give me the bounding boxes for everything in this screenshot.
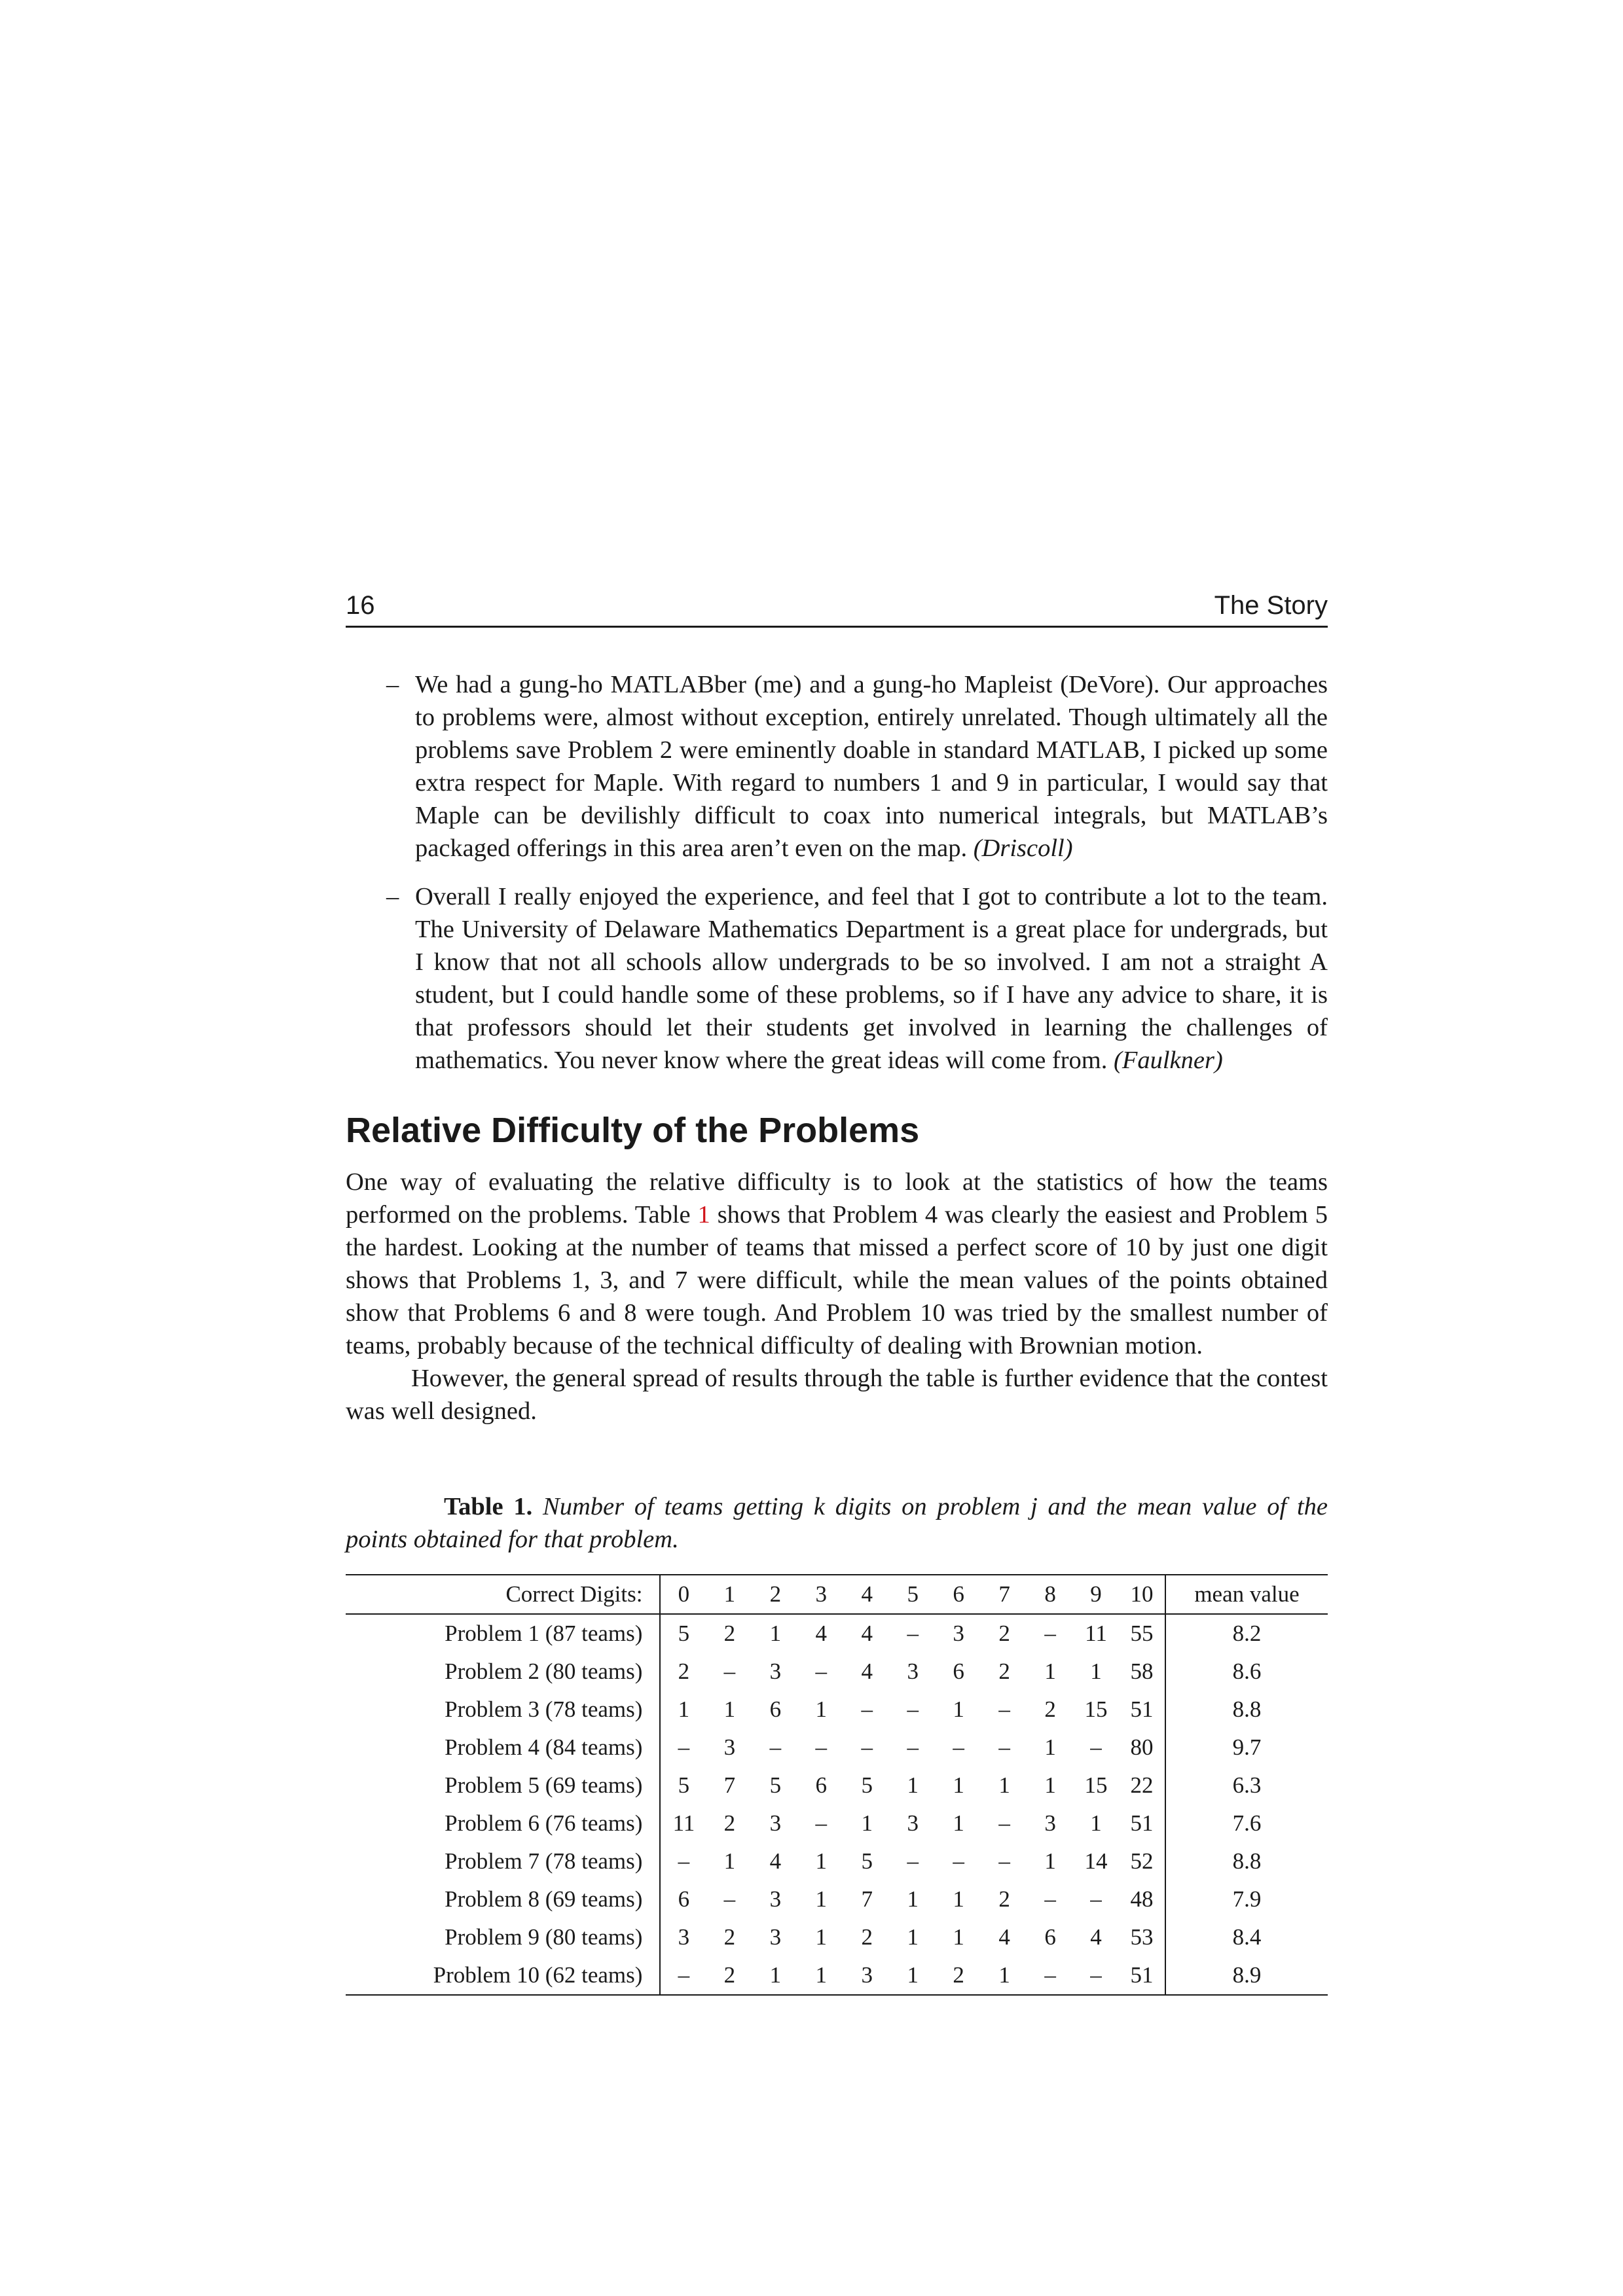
results-table xyxy=(346,1574,1328,1996)
count-cell: – xyxy=(907,1696,919,1722)
count-cell: 6 xyxy=(678,1886,690,1912)
count-cell: 6 xyxy=(1044,1924,1056,1950)
section-heading: Relative Difficulty of the Problems xyxy=(346,1111,920,1150)
mean-value-cell: 7.6 xyxy=(1165,1804,1328,1842)
digit-column-header: 2 xyxy=(769,1581,782,1607)
count-cell: 1 xyxy=(815,1696,828,1722)
count-cell: 14 xyxy=(1084,1848,1108,1874)
count-cell: – xyxy=(678,1734,690,1760)
count-cell: 53 xyxy=(1130,1924,1154,1950)
count-cell: – xyxy=(998,1696,1010,1722)
digit-column-header: 7 xyxy=(998,1581,1010,1607)
mean-value-cell: 8.9 xyxy=(1165,1956,1328,1995)
running-title: The Story xyxy=(1214,591,1328,620)
count-cell: 11 xyxy=(1085,1621,1107,1646)
count-cell: 3 xyxy=(907,1810,919,1836)
count-cell: 2 xyxy=(953,1962,964,1988)
problem-label: Problem 3 (78 teams) xyxy=(346,1691,660,1729)
count-cell: 1 xyxy=(815,1962,828,1988)
count-cell: 3 xyxy=(1044,1810,1056,1836)
count-cell: 5 xyxy=(678,1621,690,1646)
count-cell: 1 xyxy=(907,1886,919,1912)
count-cell: 3 xyxy=(907,1659,919,1684)
problem-label: Problem 8 (69 teams) xyxy=(346,1880,660,1918)
body-paragraph xyxy=(346,1166,1328,1362)
count-cell: 1 xyxy=(769,1621,782,1646)
count-cell: 2 xyxy=(723,1621,736,1646)
count-cell: – xyxy=(998,1848,1010,1874)
mean-value-cell: 7.9 xyxy=(1165,1880,1328,1918)
count-cell: 1 xyxy=(1090,1659,1102,1684)
quote-item xyxy=(346,668,1328,865)
quote-item xyxy=(346,880,1328,1077)
count-cell: 51 xyxy=(1130,1696,1154,1722)
problem-label: Problem 7 (78 teams) xyxy=(346,1842,660,1880)
count-cell: – xyxy=(1090,1962,1102,1988)
table-row xyxy=(346,1767,1328,1804)
count-cell: – xyxy=(953,1848,964,1874)
count-cell: – xyxy=(1090,1734,1102,1760)
count-cell: – xyxy=(815,1810,828,1836)
mean-value-cell: 8.8 xyxy=(1165,1691,1328,1729)
digit-column-header: 1 xyxy=(723,1581,736,1607)
count-cell: 6 xyxy=(815,1772,828,1798)
caption-label: Table 1. xyxy=(444,1493,533,1520)
mean-value-cell: 8.4 xyxy=(1165,1918,1328,1956)
mean-value-cell: 8.2 xyxy=(1165,1614,1328,1653)
count-cell: 1 xyxy=(1044,1848,1056,1874)
count-cell: 1 xyxy=(998,1772,1010,1798)
count-cell: 3 xyxy=(678,1924,690,1950)
page xyxy=(346,589,1328,1996)
count-cell: – xyxy=(815,1734,828,1760)
count-cell: – xyxy=(953,1734,964,1760)
table-row xyxy=(346,1729,1328,1767)
count-cell: – xyxy=(998,1810,1010,1836)
problem-label: Problem 6 (76 teams) xyxy=(346,1804,660,1842)
count-cell: – xyxy=(678,1962,690,1988)
running-header xyxy=(346,589,1328,628)
count-cell: 2 xyxy=(723,1962,736,1988)
table-row xyxy=(346,1842,1328,1880)
count-cell: 1 xyxy=(1044,1659,1056,1684)
dash-bullet: – xyxy=(386,671,399,698)
count-cell: 3 xyxy=(953,1621,964,1646)
count-cell: 2 xyxy=(998,1659,1010,1684)
count-cell: 22 xyxy=(1130,1772,1154,1798)
count-cell: – xyxy=(907,1848,919,1874)
count-cell: 4 xyxy=(861,1621,873,1646)
problem-label: Problem 4 (84 teams) xyxy=(346,1729,660,1767)
count-cell: 1 xyxy=(907,1962,919,1988)
table-header-row xyxy=(346,1575,1328,1614)
quote-text: Overall I really enjoyed the experience, and feel that I got to contribute a lot to the team. The University of Delaware Mathematics Department is a great place for undergrads, but I know that not all schools allow undergrads to be so involved. I am not a straight A student, but I could handle some of these problems, so if I have any advice to share, it is that professors should let their students get involved in learning the challenges of mathematics. You never know where the great ideas will come from. xyxy=(415,883,1328,1074)
count-cell: – xyxy=(861,1696,873,1722)
count-cell: 3 xyxy=(769,1886,782,1912)
mean-value-cell: 9.7 xyxy=(1165,1729,1328,1767)
count-cell: 1 xyxy=(861,1810,873,1836)
count-cell: 55 xyxy=(1130,1621,1154,1646)
count-cell: 5 xyxy=(769,1772,782,1798)
count-cell: – xyxy=(723,1886,736,1912)
count-cell: 1 xyxy=(1044,1772,1056,1798)
dash-bullet: – xyxy=(386,883,399,910)
count-cell: 1 xyxy=(723,1696,736,1722)
header-label: Correct Digits: xyxy=(346,1575,660,1614)
count-cell: – xyxy=(1044,1962,1056,1988)
count-cell: 15 xyxy=(1084,1772,1108,1798)
table-reference-link[interactable]: 1 xyxy=(697,1201,710,1229)
count-cell: 58 xyxy=(1130,1659,1154,1684)
table-row xyxy=(346,1653,1328,1691)
count-cell: 1 xyxy=(953,1772,964,1798)
mean-value-cell: 8.8 xyxy=(1165,1842,1328,1880)
count-cell: 2 xyxy=(723,1924,736,1950)
table-row xyxy=(346,1804,1328,1842)
count-cell: – xyxy=(815,1659,828,1684)
count-cell: 51 xyxy=(1130,1962,1154,1988)
caption-text: Number of teams getting k digits on problem j and the mean value of the points obtained for that problem. xyxy=(346,1493,1328,1553)
count-cell: 3 xyxy=(769,1924,782,1950)
count-cell: 2 xyxy=(998,1886,1010,1912)
count-cell: 1 xyxy=(723,1848,736,1874)
count-cell: 7 xyxy=(861,1886,873,1912)
count-cell: 1 xyxy=(953,1810,964,1836)
count-cell: – xyxy=(1090,1886,1102,1912)
count-cell: 3 xyxy=(769,1659,782,1684)
count-cell: 1 xyxy=(1044,1734,1056,1760)
quote-list xyxy=(346,668,1328,1077)
digit-column-header: 5 xyxy=(907,1581,919,1607)
count-cell: – xyxy=(907,1734,919,1760)
count-cell: 2 xyxy=(998,1621,1010,1646)
problem-label: Problem 1 (87 teams) xyxy=(346,1614,660,1653)
count-cell: – xyxy=(678,1848,690,1874)
page-number: 16 xyxy=(346,591,375,620)
table-row xyxy=(346,1880,1328,1918)
count-cell: 1 xyxy=(953,1924,964,1950)
count-cell: 2 xyxy=(1044,1696,1056,1722)
count-cell: 51 xyxy=(1130,1810,1154,1836)
count-cell: – xyxy=(907,1621,919,1646)
digit-column-header: 6 xyxy=(953,1581,964,1607)
count-cell: 48 xyxy=(1130,1886,1154,1912)
count-cell: 5 xyxy=(861,1772,873,1798)
count-cell: 4 xyxy=(769,1848,782,1874)
problem-label: Problem 9 (80 teams) xyxy=(346,1918,660,1956)
count-cell: – xyxy=(769,1734,782,1760)
count-cell: 1 xyxy=(907,1924,919,1950)
count-cell: 1 xyxy=(953,1886,964,1912)
table-row xyxy=(346,1918,1328,1956)
quote-attribution: (Faulkner) xyxy=(1114,1047,1223,1074)
digit-column-header: 9 xyxy=(1090,1581,1102,1607)
count-cell: 4 xyxy=(861,1659,873,1684)
mean-column-header: mean value xyxy=(1165,1575,1328,1614)
mean-value-cell: 6.3 xyxy=(1165,1767,1328,1804)
count-cell: 1 xyxy=(815,1886,828,1912)
paragraph-text: shows that Problem 4 was clearly the easiest and Problem 5 the hardest. Looking at the number of teams that missed a perfect score of 10 by just one digit shows that Problems 1, 3, and 7 were difficult, while the mean values of the points obtained show that Problems 6 and 8 were tough. And Problem 10 was tried by the smallest number of teams, probably because of the technical difficulty of dealing with Brownian motion. xyxy=(346,1201,1328,1359)
problem-label: Problem 10 (62 teams) xyxy=(346,1956,660,1995)
count-cell: 15 xyxy=(1084,1696,1108,1722)
count-cell: 80 xyxy=(1130,1734,1154,1760)
count-cell: 11 xyxy=(672,1810,695,1836)
paragraph-text: One way of evaluating the relative difficulty is to look at the statistics of how the teams performed on the problems. Table xyxy=(346,1168,1328,1229)
count-cell: – xyxy=(1044,1621,1056,1646)
count-cell: 52 xyxy=(1130,1848,1154,1874)
count-cell: 2 xyxy=(723,1810,736,1836)
count-cell: 3 xyxy=(769,1810,782,1836)
digit-column-header: 3 xyxy=(815,1581,828,1607)
count-cell: 1 xyxy=(998,1962,1010,1988)
count-cell: 1 xyxy=(907,1772,919,1798)
count-cell: 1 xyxy=(953,1696,964,1722)
digit-column-header: 8 xyxy=(1044,1581,1056,1607)
table-row xyxy=(346,1956,1328,1995)
count-cell: 6 xyxy=(953,1659,964,1684)
count-cell: – xyxy=(723,1659,736,1684)
count-cell: 2 xyxy=(861,1924,873,1950)
count-cell: 3 xyxy=(723,1734,736,1760)
count-cell: 1 xyxy=(678,1696,690,1722)
digit-column-header: 10 xyxy=(1130,1581,1154,1607)
count-cell: 1 xyxy=(815,1848,828,1874)
digit-column-header: 0 xyxy=(678,1581,690,1607)
count-cell: 1 xyxy=(815,1924,828,1950)
body-paragraph: However, the general spread of results through the table is further evidence that the contest was well designed. xyxy=(346,1365,1328,1425)
count-cell: – xyxy=(861,1734,873,1760)
count-cell: – xyxy=(998,1734,1010,1760)
quote-text: We had a gung-ho MATLABber (me) and a gung-ho Mapleist (DeVore). Our approaches to problems were, almost without exception, entirely unrelated. Though ultimately all the problems save Problem 2 were eminently doable in standard MATLAB, I picked up some extra respect for Maple. With regard to numbers 1 and 9 in particular, I would say that Maple can be devilishly difficult to coax into numerical integrals, but MATLAB’s packaged offerings in this area aren’t even on the map. xyxy=(415,671,1328,862)
quote-attribution: (Driscoll) xyxy=(973,834,1073,862)
problem-label: Problem 5 (69 teams) xyxy=(346,1767,660,1804)
problem-label: Problem 2 (80 teams) xyxy=(346,1653,660,1691)
count-cell: 3 xyxy=(861,1962,873,1988)
mean-value-cell: 8.6 xyxy=(1165,1653,1328,1691)
count-cell: 5 xyxy=(678,1772,690,1798)
table-row xyxy=(346,1614,1328,1653)
count-cell: 2 xyxy=(678,1659,690,1684)
count-cell: 6 xyxy=(769,1696,782,1722)
count-cell: 5 xyxy=(861,1848,873,1874)
count-cell: – xyxy=(1044,1886,1056,1912)
count-cell: 4 xyxy=(815,1621,828,1646)
table-row xyxy=(346,1691,1328,1729)
count-cell: 4 xyxy=(1090,1924,1102,1950)
table-caption xyxy=(346,1490,1328,1556)
count-cell: 1 xyxy=(769,1962,782,1988)
count-cell: 7 xyxy=(723,1772,736,1798)
count-cell: 1 xyxy=(1090,1810,1102,1836)
digit-column-header: 4 xyxy=(861,1581,873,1607)
count-cell: 4 xyxy=(998,1924,1010,1950)
